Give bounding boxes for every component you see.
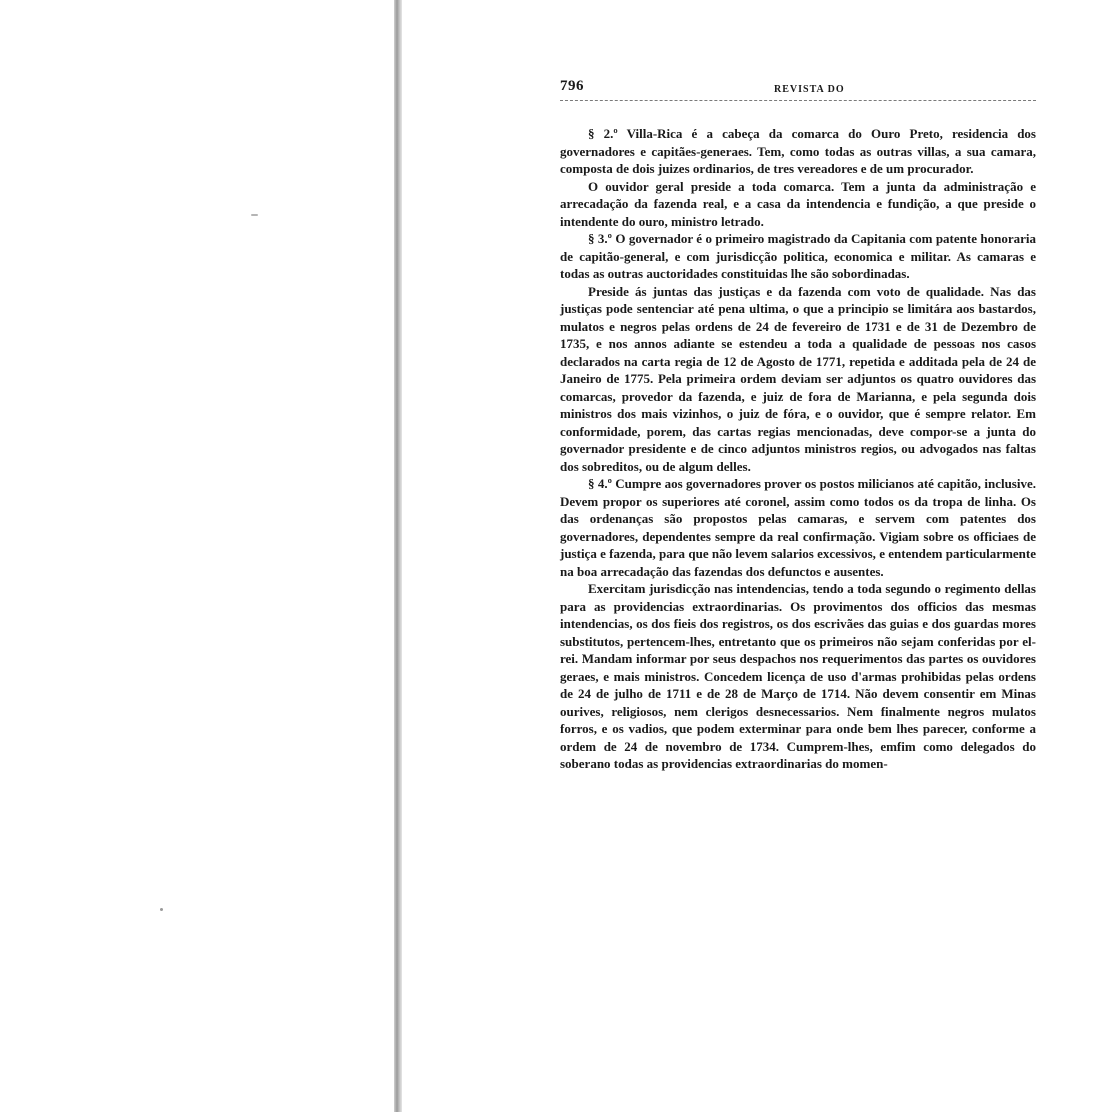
paragraph: Preside ás juntas das justiças e da fazenda com voto de qualidade. Nas das justiças pode sentenciar até pena ultima, o que a principio se limitára aos bastardos, mulatos e negros pelas ordens de 24 de fevereiro de 1731 e de 31 de Dezembro de 1735, e nos annos adiante se estendeu a toda a qualidade de pessoas nos casos declarados na carta regia de 12 de Agosto de 1771, repetida e additada pela de 24 de Janeiro de 1775. Pela primeira ordem deviam ser adjuntos os quatro ouvidores das comarcas, provedor da fazenda, e juiz de fora de Marianna, e pela segunda dois ministros dos mais vizinhos, o juiz de fóra, e o ouvidor, que é sempre relator. Em conformidade, porem, das cartas regias mencionadas, deve compor-se a junta do governador presidente e de cinco adjuntos ministros regios, ou advogados nas faltas dos sobreditos, ou de algum delles. <box>560 283 1036 474</box>
book-page <box>560 78 1036 773</box>
scan-speck <box>160 908 163 911</box>
paragraph: § 4.º Cumpre aos governadores prover os postos milicianos até capitão, inclusive. Devem propor os superiores até coronel, assim como todos os da tropa de linha. Os das ordenanças são propostos pelas camaras, e servem com patentes dos governadores, dependentes sempre da real confirmação. Vigiam sobre os officiaes de justiça e fazenda, para que não levem salarios excessivos, e entendem particularmente na boa arrecadação das fazendas dos defunctos e ausentes. <box>560 476 1036 579</box>
paragraph: Exercitam jurisdicção nas intendencias, tendo a toda segundo o regimento dellas para as providencias extraordinarias. Os provimentos dos officios das mesmas intendencias, os dos fieis dos registros, os dos escrivães das guias e dos guardas mores substitutos, pertencem-lhes, entretanto que os primeiros não sejam conferidas por el-rei. Mandam informar por seus despachos nos requerimentos das partes os ouvidores geraes, e mais ministros. Concedem licença de uso d'armas prohibidas pelas ordens de 24 de julho de 1711 e de 28 de Março de 1714. Não devem consentir em Minas ourives, religiosos, nem clerigos desnecessarios. Nem finalmente negros mulatos forros, e os vadios, que podem exterminar para onde bem lhes parecer, conforme a ordem de 24 de novembro de 1734. Cumprem-lhes, emfim como delegados do soberano todas as providencias extraordinarias do momen- <box>560 581 1036 771</box>
paragraph: O ouvidor geral preside a toda comarca. Tem a junta da administração e arrecadação da fazenda real, e a casa da intendencia e fundição, a que preside o intendente do ouro, ministro letrado. <box>560 178 1036 229</box>
paragraph: § 2.º Villa-Rica é a cabeça da comarca do Ouro Preto, residencia dos governadores e capitães-generaes. Tem, como todas as outras villas, a sua camara, composta de dois juizes ordinarios, de tres vereadores e de um procurador. <box>560 126 1036 176</box>
page-number: 796 <box>560 78 584 94</box>
running-title: REVISTA DO <box>774 84 845 95</box>
running-head <box>560 78 1036 101</box>
body-text <box>560 125 1036 773</box>
scan-speck <box>251 214 258 216</box>
page-gutter <box>394 0 402 1112</box>
paragraph: § 3.º O governador é o primeiro magistrado da Capitania com patente honoraria de capitão-general, e com jurisdicção politica, economica e militar. As camaras e todas as outras auctoridades constituidas lhe são sobordinadas. <box>560 231 1036 281</box>
